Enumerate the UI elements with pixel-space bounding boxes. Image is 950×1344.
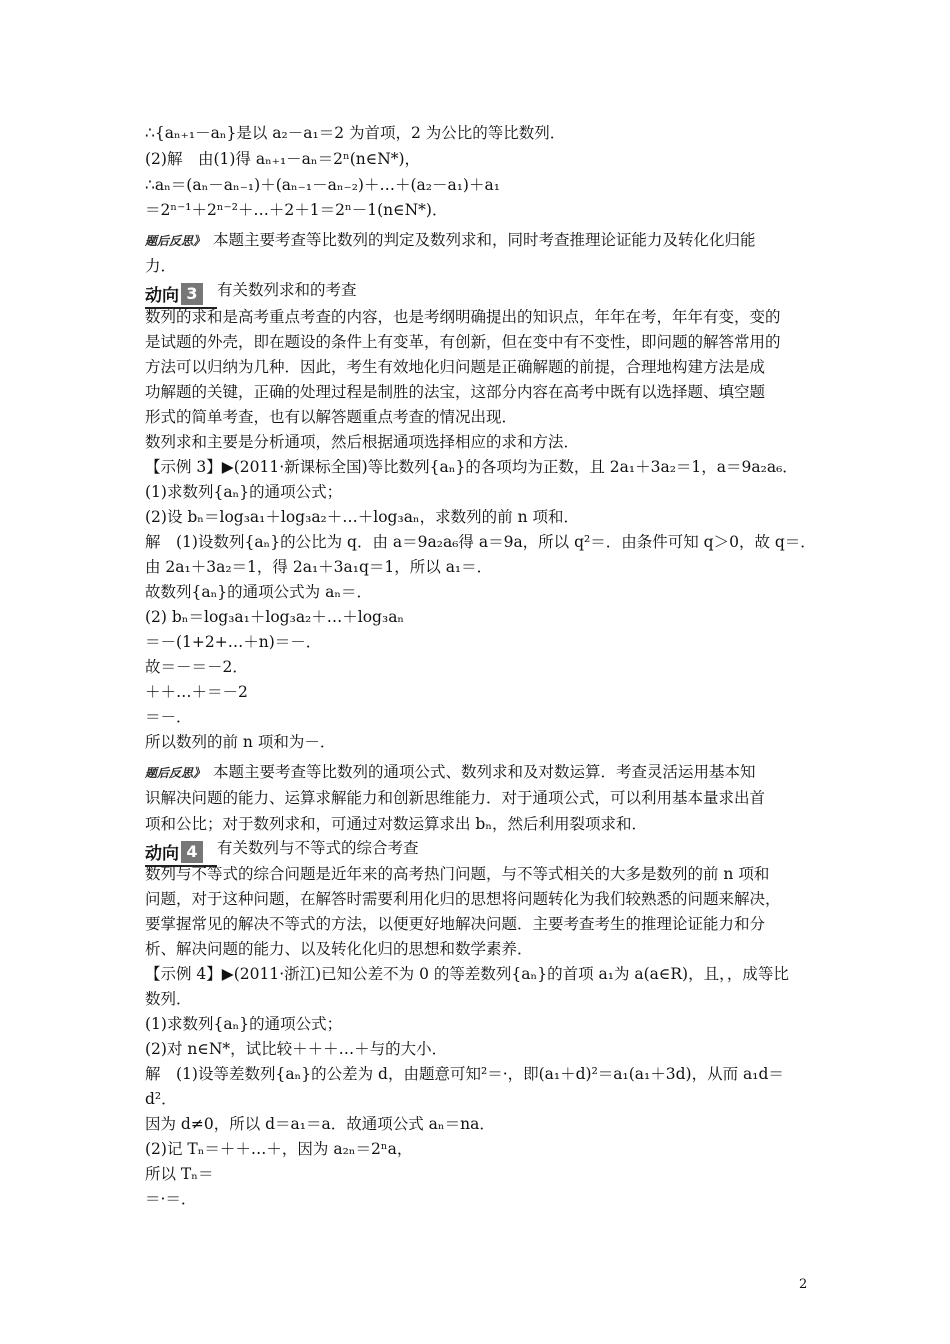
reflection-tag: 题后反思》 <box>145 766 206 780</box>
text-line: 所以数列的前 n 项和为－． <box>145 733 336 751</box>
example-4-heading: 【示例 4】▶(2011·浙江)已知公差不为 0 的等差数列{aₙ}的首项 a₁为 a(a∈R)，且，，成等比 <box>145 965 789 983</box>
text-line: 析、解决问题的能力、以及转化化归的思想和数学素养． <box>145 940 533 958</box>
section-number-badge: 4 <box>181 841 203 863</box>
text-line: 方法可以归纳为几种．因此，考生有效地化归问题是正确解题的前提，合理地构建方法是成 <box>145 358 766 376</box>
text-line: ＝－(1+2+…＋n)＝－． <box>145 633 322 651</box>
text-line: ∴aₙ＝(aₙ－aₙ₋₁)＋(aₙ₋₁－aₙ₋₂)＋…＋(a₂－a₁)＋a₁ <box>145 176 500 194</box>
text-line: 故数列{aₙ}的通项公式为 aₙ＝． <box>145 583 373 601</box>
text-line: (2)设 bₙ＝log₃a₁＋log₃a₂＋…＋log₃aₙ，求数列的前 n 项和． <box>145 508 579 526</box>
page-number: 2 <box>799 1277 808 1292</box>
text-line: d²． <box>145 1090 177 1108</box>
text-line: ＝2ⁿ⁻¹＋2ⁿ⁻²＋…＋2＋1＝2ⁿ－1(n∈N*)． <box>145 201 448 219</box>
text-line: 识解决问题的能力、运算求解能力和创新思维能力．对于通项公式，可以利用基本量求出首 <box>145 789 766 807</box>
text-line: 解 (1)设数列{aₙ}的公比为 q．由 a＝9a₂a₆得 a＝9a，所以 q²＝．由条件可知 q＞0，故 q＝． <box>145 533 816 551</box>
section-title: 有关数列与不等式的综合考查 <box>217 838 419 857</box>
section-title: 有关数列求和的考查 <box>217 280 357 299</box>
text-line: 形式的简单考查，也有以解答题重点考查的情况出现． <box>145 408 518 426</box>
text-line: 本题主要考查等比数列的通项公式、数列求和及对数运算．考查灵活运用基本知 <box>213 763 756 781</box>
text-line: 由 2a₁＋3a₂＝1，得 2a₁＋3a₁q＝1，所以 a₁＝． <box>145 558 493 576</box>
text-line: 要掌握常见的解决不等式的方法，以便更好地解决问题．主要考查考生的推理论证能力和分 <box>145 915 766 933</box>
text-line: ＝·＝． <box>145 1190 197 1208</box>
text-line: ＝－． <box>145 708 192 726</box>
text-line: (2)对 n∈N*，试比较＋＋＋…＋与的大小． <box>145 1040 448 1058</box>
section-label: 动向 <box>145 286 179 306</box>
text-line: 数列的求和是高考重点考查的内容，也是考纲明确提出的知识点，年年在考，年年有变，变的 <box>145 308 781 326</box>
text-line: 所以 Tₙ＝ <box>145 1165 214 1183</box>
text-line: 解 (1)设等差数列{aₙ}的公差为 d，由题意可知²＝·，即(a₁＋d)²＝a₁(a₁＋3d)，从而 a₁d＝ <box>145 1065 784 1083</box>
reflection-tag: 题后反思》 <box>145 234 206 248</box>
text-line: 功解题的关键，正确的处理过程是制胜的法宝，这部分内容在高考中既有以选择题、填空题 <box>145 383 766 401</box>
text-line: 本题主要考查等比数列的判定及数列求和，同时考查推理论证能力及转化化归能 <box>213 231 756 249</box>
text-line: (2) bₙ＝log₃a₁＋log₃a₂＋…＋log₃aₙ <box>145 608 405 626</box>
text-line: 力． <box>145 257 177 275</box>
text-line: (1)求数列{aₙ}的通项公式； <box>145 1015 343 1033</box>
reflection-paragraph <box>145 228 815 253</box>
text-line: (2)解 由(1)得 aₙ₊₁－aₙ＝2ⁿ(n∈N*)， <box>145 150 421 168</box>
text-line: 因为 d≠0，所以 d＝a₁＝a．故通项公式 aₙ＝na． <box>145 1115 495 1133</box>
reflection-paragraph <box>145 760 815 785</box>
text-line: 数列． <box>145 990 192 1008</box>
text-line: 是试题的外壳，即在题设的条件上有变革，有创新，但在变中有不变性，即问题的解答常用的 <box>145 333 781 351</box>
text-line: (2)记 Tₙ＝＋＋…＋，因为 a₂ₙ＝2ⁿa， <box>145 1140 413 1158</box>
text-line: 问题，对于这种问题，在解答时需要利用化归的思想将问题转化为我们较熟悉的问题来解决， <box>145 890 781 908</box>
text-line: 数列与不等式的综合问题是近年来的高考热门问题，与不等式相关的大多是数列的前 n 项和 <box>145 865 770 883</box>
text-line: 数列求和主要是分析通项，然后根据通项选择相应的求和方法． <box>145 433 580 451</box>
section-heading-3 <box>145 281 357 307</box>
example-3-heading: 【示例 3】▶(2011·新课标全国)等比数列{aₙ}的各项均为正数，且 2a₁＋3a₂＝1，a＝9a₂a₆． <box>145 458 798 476</box>
text-line: 项和公比；对于数列求和，可通过对数运算求出 bₙ，然后利用裂项求和． <box>145 815 648 833</box>
section-number-badge: 3 <box>181 283 203 305</box>
section-label: 动向 <box>145 844 179 864</box>
text-line: (1)求数列{aₙ}的通项公式； <box>145 483 343 501</box>
text-line: 故＝－＝－2． <box>145 658 248 676</box>
text-line: ∴{aₙ₊₁－aₙ}是以 a₂－a₁＝2 为首项，2 为公比的等比数列． <box>145 124 566 142</box>
text-line: ＋＋…＋＝－2 <box>145 683 248 701</box>
